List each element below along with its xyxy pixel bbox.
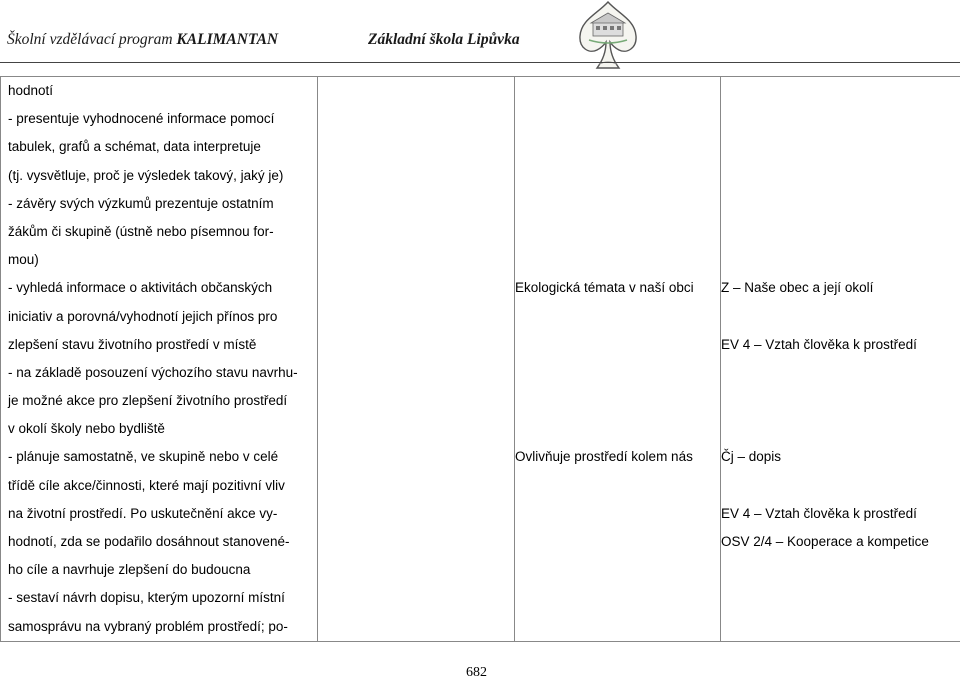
blank-line — [515, 556, 720, 584]
outcome-line: - závěry svých výzkumů prezentuje ostatním — [1, 190, 317, 218]
topic-line: Ekologická témata v naší obci — [515, 274, 720, 302]
topics-cell — [515, 77, 721, 642]
blank-line — [515, 218, 720, 246]
cross-curricular-cell — [721, 77, 960, 642]
blank-line — [721, 303, 960, 331]
outcome-line: je možné akce pro zlepšení životního prostředí — [1, 387, 317, 415]
blank-line — [721, 133, 960, 161]
blank-line — [721, 613, 960, 641]
curriculum-table — [0, 76, 960, 642]
blank-line — [515, 133, 720, 161]
blank-line — [721, 584, 960, 612]
outcome-line: - vyhledá informace o aktivitách občanských — [1, 274, 317, 302]
blank-line — [721, 359, 960, 387]
blank-line — [515, 331, 720, 359]
outcome-line: ho cíle a navrhuje zlepšení do budoucna — [1, 556, 317, 584]
outcome-line: (tj. vysvětluje, proč je výsledek takový, jaký je) — [1, 162, 317, 190]
blank-line — [515, 359, 720, 387]
program-prefix: Školní vzdělávací program — [7, 31, 176, 48]
blank-line — [515, 472, 720, 500]
program-name: KALIMANTAN — [176, 31, 278, 48]
outcome-line: tabulek, grafů a schémat, data interpretuje — [1, 133, 317, 161]
blank-line — [515, 613, 720, 641]
blank-line — [721, 105, 960, 133]
cross-curricular-line: EV 4 – Vztah člověka k prostředí — [721, 331, 960, 359]
page-number: 682 — [466, 665, 487, 681]
blank-line — [515, 303, 720, 331]
blank-line — [515, 415, 720, 443]
outcome-line: hodnotí — [1, 77, 317, 105]
blank-line — [721, 190, 960, 218]
outcome-line: - na základě posouzení výchozího stavu navrhu- — [1, 359, 317, 387]
blank-line — [515, 387, 720, 415]
outcome-line: samosprávu na vybraný problém prostředí; po- — [1, 613, 317, 641]
outcome-line: v okolí školy nebo bydliště — [1, 415, 317, 443]
outcome-line: - presentuje vyhodnocené informace pomocí — [1, 105, 317, 133]
cross-curricular-line: EV 4 – Vztah člověka k prostředí — [721, 500, 960, 528]
blank-line — [515, 162, 720, 190]
cross-curricular-line: Z – Naše obec a její okolí — [721, 274, 960, 302]
outcome-line: - sestaví návrh dopisu, kterým upozorní místní — [1, 584, 317, 612]
blank-line — [721, 246, 960, 274]
outcome-line: hodnotí, zda se podařilo dosáhnout stanovené- — [1, 528, 317, 556]
outcome-line: na životní prostředí. Po uskutečnění akce vy- — [1, 500, 317, 528]
blank-line — [721, 387, 960, 415]
outcome-line: - plánuje samostatně, ve skupině nebo v celé — [1, 443, 317, 471]
outcomes-cell — [1, 77, 318, 642]
blank-line — [721, 218, 960, 246]
blank-line — [515, 584, 720, 612]
program-title — [7, 31, 278, 49]
blank-line — [721, 162, 960, 190]
cross-curricular-line: Čj – dopis — [721, 443, 960, 471]
empty-cell — [318, 77, 515, 642]
blank-line — [721, 415, 960, 443]
cross-curricular-line: OSV 2/4 – Kooperace a kompetice — [721, 528, 960, 556]
blank-line — [515, 105, 720, 133]
blank-line — [515, 246, 720, 274]
blank-line — [515, 500, 720, 528]
blank-line — [721, 472, 960, 500]
header-rule — [0, 62, 960, 63]
outcome-line: mou) — [1, 246, 317, 274]
table-row — [1, 77, 960, 642]
school-name: Základní škola Lipůvka — [368, 31, 520, 49]
blank-line — [721, 556, 960, 584]
outcome-line: iniciativ a porovná/vyhodnotí jejich přínos pro — [1, 303, 317, 331]
topic-line: Ovlivňuje prostředí kolem nás — [515, 443, 720, 471]
outcome-line: žákům či skupině (ústně nebo písemnou for- — [1, 218, 317, 246]
blank-line — [515, 77, 720, 105]
outcome-line: zlepšení stavu životního prostředí v místě — [1, 331, 317, 359]
blank-line — [515, 190, 720, 218]
blank-line — [721, 77, 960, 105]
outcome-line: třídě cíle akce/činnosti, které mají pozitivní vliv — [1, 472, 317, 500]
blank-line — [515, 528, 720, 556]
